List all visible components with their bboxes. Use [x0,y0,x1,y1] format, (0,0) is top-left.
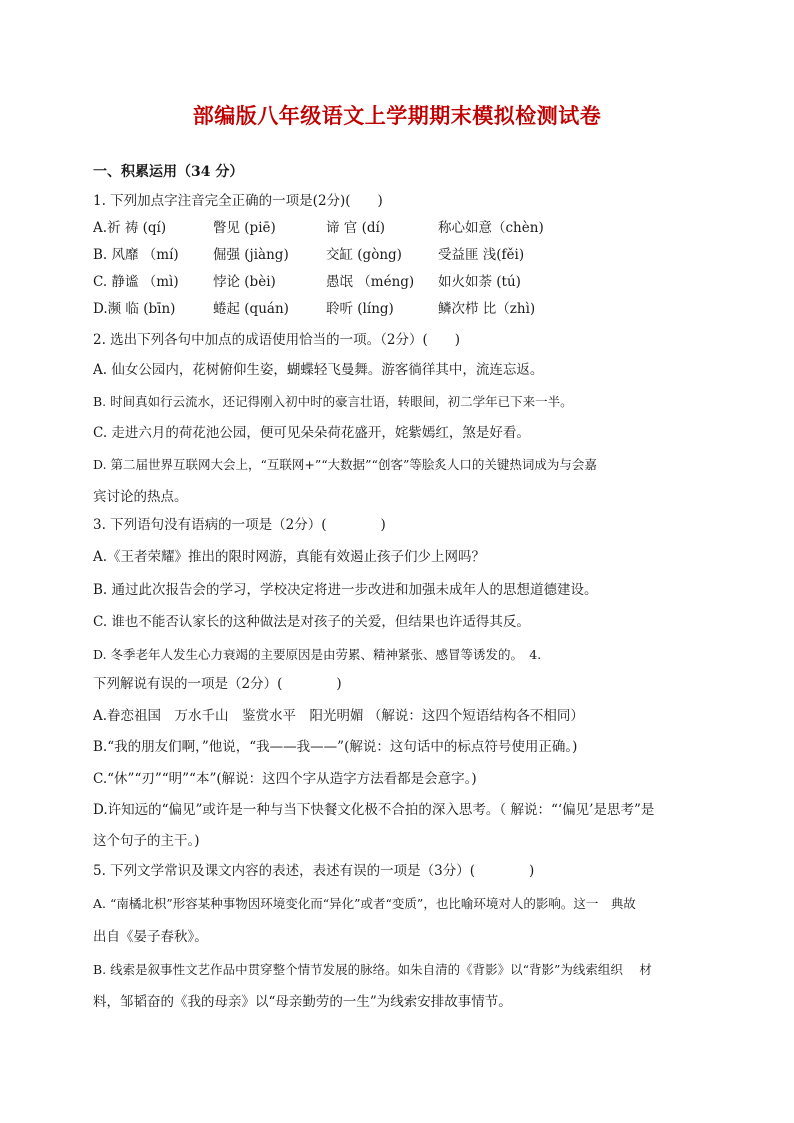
section-heading: 一、积累运用（34 分） [93,164,244,180]
option-cell: 如火如荼 (tú) [438,274,521,290]
page-title: 部编版八年级语文上学期期末模拟检测试卷 [192,103,602,128]
question-5-option-a-cont: 出自《晏子春秋》。 [93,929,208,945]
question-4-option-b: B.“我的朋友们啊，”他说，“我——我——”(解说：这句话中的标点符号使用正确。) [93,739,578,755]
question-3-option-a: A.《王者荣耀》推出的限时网游，真能有效遏止孩子们少上网吗？ [93,549,486,565]
option-cell: D.濒 临 (bīn) [93,301,176,317]
option-cell: 倔强 (jiàng) [213,247,289,263]
question-3-option-d: D. 冬季老年人发生心力衰竭的主要原因是由劳累、精神紧张、感冒等诱发的。 4. [93,647,542,662]
option-cell: 愚氓 （méng) [326,274,415,290]
question-2-option-b: B. 时间真如行云流水，还记得刚入初中时的豪言壮语，转眼间，初二学年已下来一半。 [93,394,573,409]
question-4-option-d-cont: 这个句子的主干。) [93,833,200,849]
question-4-option-a: A.眷恋祖国 万水千山 鉴赏水平 阳光明媚 （解说：这四个短语结构各不相同） [93,708,584,724]
option-cell: 受益匪 浅(fěi) [438,247,525,263]
option-cell: 瞥见 (piē) [213,220,276,236]
option-cell: 称心如意（chèn) [438,220,544,236]
option-cell: 谛 官 (dí) [326,220,386,236]
question-2-stem: 2. 选出下列各句中加点的成语使用恰当的一项。（2分）( ) [93,332,461,348]
question-3-option-c: C. 谁也不能否认家长的这种做法是对孩子的关爱，但结果也许适得其反。 [93,614,530,630]
option-cell: B. 风靡 （mí) [93,247,179,263]
question-5-option-b: B. 线索是叙事性文艺作品中贯穿整个情节发展的脉络。如朱自清的《背影》以“背影”为线索组织 材 [93,962,652,977]
option-cell: 鳞次栉 比（zhì) [438,301,536,317]
option-cell: 交缸 (gòng) [326,247,402,263]
question-4-option-d: D.许知远的“偏见”或许是一种与当下快餐文化极不合拍的深入思考。（ 解说：“‘偏见’是思考”是 [93,802,655,818]
option-cell: 聆听 (líng) [326,301,394,317]
option-cell: 悖论 (bèi) [213,274,276,290]
question-2-option-c: C. 走进六月的荷花池公园，便可见朵朵荷花盛开，姹紫嫣红，煞是好看。 [93,425,530,441]
question-3-stem: 3. 下列语句没有语病的一项是（2分）( ) [93,517,386,533]
question-2-option-d: D. 第二届世界互联网大会上，“互联网+”“大数据”“创客”等脍炙人口的关键热词成为与会嘉 [93,457,597,472]
option-cell: C. 静谧 （mì) [93,274,179,290]
option-cell: A.祈 祷 (qí) [93,220,167,236]
question-5-option-b-cont: 料，邹韬奋的《我的母亲》以“母亲勤劳的一生”为线索安排故事情节。 [93,994,512,1010]
question-1-stem: 1. 下列加点字注音完全正确的一项是(2分)( ) [93,193,383,209]
question-2-option-a: A. 仙女公园内，花树俯仰生姿，蝴蝶轻飞曼舞。游客徜徉其中，流连忘返。 [93,362,544,378]
question-5-stem: 5. 下列文学常识及课文内容的表述，表述有误的一项是（3分）( ) [93,863,535,879]
question-4-option-c: C.“休”“刃”“明”“本”(解说：这四个字从造字方法看都是会意字。) [93,771,477,787]
question-4-stem: 下列解说有误的一项是（2分）( ) [93,676,342,692]
question-5-option-a: A. “南橘北枳”形容某种事物因环境变化而“异化”或者“变质”，也比喻环境对人的影响。这一 典故 [93,896,636,911]
question-3-option-b: B. 通过此次报告会的学习，学校决定将进一步改进和加强未成年人的思想道德建设。 [93,582,598,598]
question-2-option-d-cont: 宾讨论的热点。 [93,489,188,505]
option-cell: 蜷起 (quán) [213,301,289,317]
